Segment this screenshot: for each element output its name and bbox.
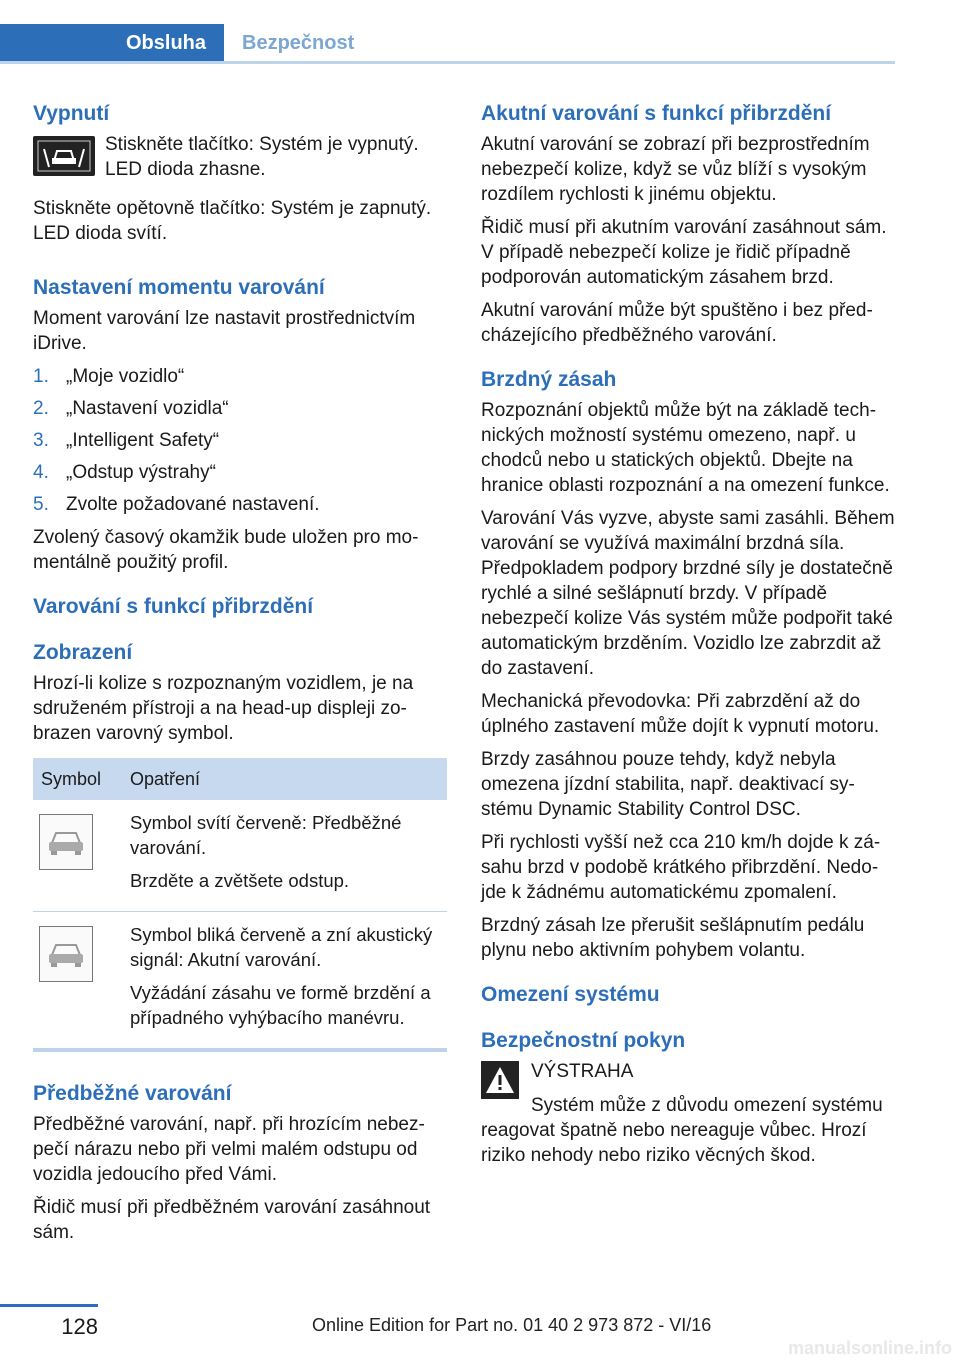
row2-text-2: Vyžádání zásahu ve formě brzdění a případného vyhýbacího manévru. (130, 982, 431, 1028)
tab-obsluha[interactable]: Obsluha (0, 24, 224, 61)
edition-text: Online Edition for Part no. 01 40 2 973 872 - VI/16 (312, 1315, 712, 1335)
list-item (33, 364, 447, 389)
button-description (33, 132, 447, 190)
row1-text-2: Brzděte a zvětšete odstup. (130, 870, 350, 891)
step-number: 3. (33, 430, 49, 451)
vypnuti-text-2: Stiskněte opětovně tlačítko: Systém je zapnutý. LED dioda svítí. (33, 198, 432, 244)
step-text: „Odstup výstrahy“ (66, 462, 216, 483)
step-number: 5. (33, 494, 49, 515)
vypnuti-text-1: Stiskněte tlačítko: Systém je vypnutý. LED dioda zhasne. (105, 134, 419, 180)
tab-bezpecnost[interactable]: Bezpečnost (242, 32, 355, 54)
brzdny-text-6: Brzdný zásah lze přerušit sešlápnutím pedálu plynu nebo aktivním pohybem volantu. (481, 915, 865, 961)
brzdny-text-1: Rozpoznání objektů může být na základě technických možností systému omezeno, např. u chodců nebo u statických objektů. Dbejte na hranice oblasti rozpoznání a na omezení funkce. (481, 400, 890, 496)
car-warning-icon (39, 814, 93, 870)
brzdny-text-5: Při rychlosti vyšší než cca 210 km/h dojde k zásahu brzd v podobě krátkého přibrzdění. Nedojde k žádnému automatickému zpomalení. (481, 832, 881, 903)
steps-list (33, 364, 447, 517)
warning-triangle-icon (481, 1061, 519, 1099)
step-text: „Moje vozidlo“ (66, 366, 185, 387)
left-column (33, 100, 447, 1253)
akutni-text-3: Akutní varování může být spuštěno i bez předcházejícího předběžného varování. (481, 300, 873, 346)
right-column (481, 100, 895, 1176)
list-item (33, 460, 447, 485)
page-number: 128 (61, 1314, 98, 1339)
brzdny-text-2: Varování Vás vyzve, abyste sami zasáhli. Během varování se využívá maximální brzdná síla. Předpokladem podpory brzdné síly je dostatečně rychlé a silné sešlápnutí brzdy. V případě nebezpečí kolize Vás systém může podpořit také automatickým brzděním. Vozidlo lze zabrzdit až do zastavení. (481, 508, 895, 679)
brzdny-text-3: Mechanická převodovka: Při zabrzdění až do úplného zastavení může dojít k vypnutí motoru. (481, 691, 880, 737)
table-row (33, 912, 447, 1051)
list-item (33, 428, 447, 453)
warning-text: Systém může z důvodu omezení systému reagovat špatně nebo nereaguje vůbec. Hrozí riziko nehody nebo riziko věcných škod. (481, 1095, 883, 1166)
heading-predbezne: Předběžné varování (33, 1082, 232, 1105)
heading-varovani: Varování s funkcí přibrzdění (33, 595, 314, 618)
car-warning-icon (39, 926, 93, 982)
driving-assistant-button-icon (33, 136, 95, 176)
step-text: Zvolte požadované nastavení. (66, 494, 320, 515)
symbol-table (33, 758, 447, 1052)
table-header-opatreni: Opatření (122, 758, 447, 800)
akutni-text-2: Řidič musí při akutním varování zasáhnout sám. V případě nebezpečí kolize je řidič případně podporován automatickým zásahem brzd. (481, 217, 887, 288)
step-number: 4. (33, 462, 49, 483)
heading-nastaveni: Nastavení momentu varování (33, 276, 325, 299)
step-text: „Nastavení vozidla“ (66, 398, 229, 419)
nastaveni-text-2: Zvolený časový okamžik bude uložen pro momentálně použitý profil. (33, 527, 419, 573)
heading-vypnuti: Vypnutí (33, 102, 110, 125)
watermark: manualsonline.info (787, 1338, 952, 1358)
nastaveni-text-1: Moment varování lze nastavit prostřednictvím iDrive. (33, 308, 416, 354)
list-item (33, 396, 447, 421)
step-number: 1. (33, 366, 49, 387)
warning-label: VÝSTRAHA (531, 1061, 634, 1082)
predbezne-text-1: Předběžné varování, např. při hrozícím nebezpečí nárazu nebo při velmi malém odstupu od vozidla jedoucího před Vámi. (33, 1114, 425, 1185)
heading-akutni: Akutní varování s funkcí přibrzdění (481, 102, 832, 125)
footer-divider (0, 1304, 98, 1307)
brzdny-text-4: Brzdy zasáhnou pouze tehdy, když nebyla omezena jízdní stabilita, např. deaktivací systému Dynamic Stability Control DSC. (481, 749, 855, 820)
step-number: 2. (33, 398, 49, 419)
step-text: „Intelligent Safety“ (66, 430, 220, 451)
varovani-text-1: Hrozí-li kolize s rozpoznaným vozidlem, je na sdruženém přístroji a na head-up displeji zobrazen varovný symbol. (33, 673, 414, 744)
table-row (33, 800, 447, 912)
heading-omezeni: Omezení systému (481, 983, 660, 1006)
list-item (33, 492, 447, 517)
akutni-text-1: Akutní varování se zobrazí při bezprostředním nebezpečí kolize, když se vůz blíží s vysokým rozdílem rychlosti k jinému objektu. (481, 134, 870, 205)
table-header-symbol: Symbol (33, 758, 122, 800)
heading-brzdny: Brzdný zásah (481, 368, 617, 391)
row1-text-1: Symbol svítí červeně: Předběžné varování. (130, 812, 402, 858)
subheading-bezpecnostni-pokyn: Bezpečnostní pokyn (481, 1029, 686, 1052)
predbezne-text-2: Řidič musí při předběžném varování zasáhnout sám. (33, 1197, 431, 1243)
row2-text-1: Symbol bliká červeně a zní akustický signál: Akutní varování. (130, 924, 433, 970)
subheading-zobrazeni: Zobrazení (33, 641, 133, 664)
header-bar (0, 24, 895, 64)
